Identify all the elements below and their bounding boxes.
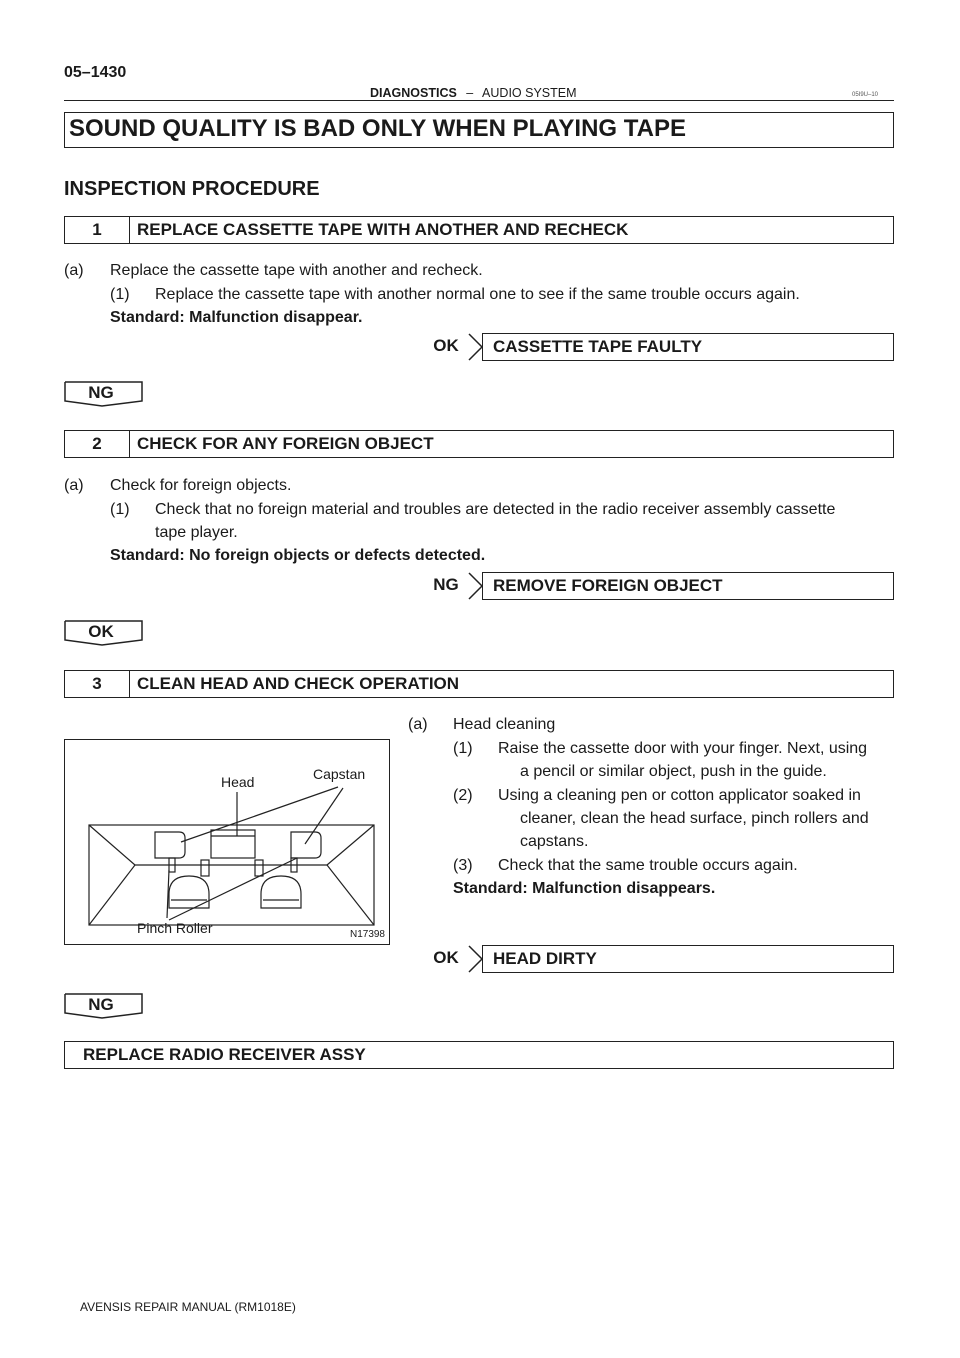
step-1-standard: Standard: Malfunction disappear. [110,309,363,326]
step-3-item-1-line1: Raise the cassette door with your finger. Next, using [498,740,868,757]
step-1-flow-label: NG [88,383,114,402]
step-3-item-2-line2: cleaner, clean the head surface, pinch rollers and [520,810,869,827]
step-1-sub-text: Replace the cassette tape with another normal one to see if the same trouble occurs again. [155,286,800,303]
step-2-flow-tab [64,620,144,646]
step-2-result-text: REMOVE FOREIGN OBJECT [482,572,894,600]
step-3-item-3-marker: (3) [453,857,473,874]
page-number: 05–1430 [64,64,127,81]
step-3-flow-label: NG [88,995,114,1014]
step-2-a-marker: (a) [64,477,84,494]
step-3-item-1-line2: a pencil or similar object, push in the guide. [520,763,827,780]
step-3-item-2-line1: Using a cleaning pen or cotton applicator soaked in [498,787,861,804]
step-2-sub-text-line1: Check that no foreign material and troubles are detected in the radio receiver assembly cassette [155,501,836,518]
step-2-result [410,572,896,600]
final-action-box: REPLACE RADIO RECEIVER ASSY [64,1041,894,1069]
step-1-box [64,216,894,244]
step-3-result-text: HEAD DIRTY [482,945,894,973]
step-1-result [410,333,896,361]
step-3-a-text: Head cleaning [453,716,556,733]
figure-code: N17398 [349,929,385,940]
step-2-flow-label: OK [88,622,114,641]
header-separator: – [466,86,474,100]
step-2-result-label: NG [433,575,459,594]
step-1-number: 1 [65,217,130,243]
step-2-title: CHECK FOR ANY FOREIGN OBJECT [137,434,434,453]
step-1-title: REPLACE CASSETTE TAPE WITH ANOTHER AND RECHECK [137,220,629,239]
label-head: Head [221,774,255,790]
label-capstan: Capstan [313,766,366,782]
step-3-number: 3 [65,671,130,697]
step-1-a-marker: (a) [64,262,84,279]
step-3-standard: Standard: Malfunction disappears. [453,880,716,897]
step-3-item-2-marker: (2) [453,787,473,804]
cassette-head-figure [64,739,390,945]
step-2-number: 2 [65,431,130,457]
label-pinch-roller: Pinch Roller [137,920,213,936]
step-2-box [64,430,894,458]
step-2-a-text: Check for foreign objects. [110,477,292,494]
running-header [370,86,577,100]
step-3-a-marker: (a) [408,716,428,733]
header-section: DIAGNOSTICS [370,86,457,100]
step-3-box [64,670,894,698]
header-rule [64,100,894,101]
step-2-standard: Standard: No foreign objects or defects detected. [110,547,486,564]
step-3-result [410,945,896,973]
page-title: SOUND QUALITY IS BAD ONLY WHEN PLAYING TAPE [64,112,894,148]
step-1-a-text: Replace the cassette tape with another and recheck. [110,262,483,279]
step-1-result-text: CASSETTE TAPE FAULTY [482,333,894,361]
step-1-flow-tab [64,381,144,407]
doc-code: 05I9U–10 [852,92,879,98]
inspection-heading: INSPECTION PROCEDURE [64,178,320,200]
step-2-sub-text-line2: tape player. [155,524,238,541]
header-subsection: AUDIO SYSTEM [482,86,577,100]
step-1-sub-marker: (1) [110,286,130,303]
footer-manual-name: AVENSIS REPAIR MANUAL (RM1018E) [80,1300,296,1314]
step-2-sub-marker: (1) [110,501,130,518]
step-3-title: CLEAN HEAD AND CHECK OPERATION [137,674,460,693]
step-3-item-3-line1: Check that the same trouble occurs again. [498,857,798,874]
step-3-flow-tab [64,993,144,1019]
step-3-result-label: OK [433,948,459,967]
step-3-item-2-line3: capstans. [520,833,589,850]
step-1-result-label: OK [433,336,459,355]
step-3-item-1-marker: (1) [453,740,473,757]
